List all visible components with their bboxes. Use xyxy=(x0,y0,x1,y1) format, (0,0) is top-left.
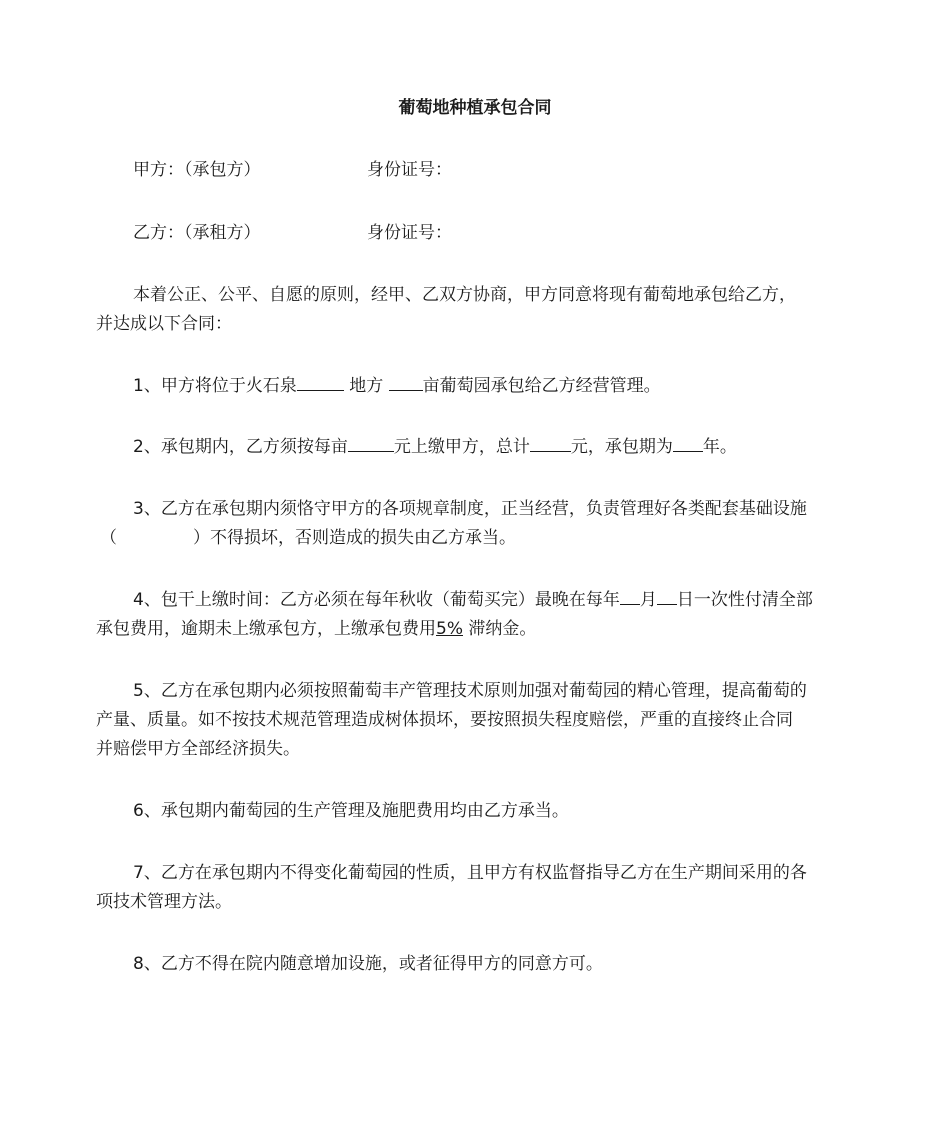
total-fee-blank xyxy=(530,433,571,452)
clause-4-line-2 xyxy=(96,615,536,643)
intro-line-2: 并达成以下合同： xyxy=(96,314,232,334)
clause-6: 6、承包期内葡萄园的生产管理及施肥费用均由乙方承当。 xyxy=(133,801,569,821)
day-blank xyxy=(657,586,677,605)
clause-5-line-1: 5、乙方在承包期内必须按照葡萄丰产管理技术原则加强对葡萄园的精心管理，提高葡萄的 xyxy=(133,681,807,701)
clause-3-line-1: 3、乙方在承包期内须恪守甲方的各项规章制度，正当经营，负责管理好各类配套基础设施 xyxy=(133,499,807,519)
party-a-label: 甲方：（承包方） xyxy=(133,160,261,180)
clause-4-line-1 xyxy=(133,586,813,614)
party-b-label: 乙方：（承租方） xyxy=(133,223,261,243)
clause-1-part-a: 1、甲方将位于火石泉 xyxy=(133,376,297,396)
location-blank xyxy=(297,372,344,391)
term-years-blank xyxy=(673,433,703,452)
intro-line-1: 本着公正、公平、自愿的原则，经甲、乙双方协商，甲方同意将现有葡萄地承包给乙方， xyxy=(133,285,796,305)
late-fee-rate: 5% xyxy=(436,619,463,639)
clause-4-line-2a: 承包费用，逾期未上缴承包方，上缴承包费用 xyxy=(96,619,436,639)
clause-1-part-c: 亩葡萄园承包给乙方经营管理。 xyxy=(422,376,661,396)
clause-2-part-a: 2、承包期内，乙方须按每亩 xyxy=(133,437,348,457)
party-b-id-label: 身份证号： xyxy=(367,223,452,243)
clause-7-line-2: 项技术管理方法。 xyxy=(96,892,232,912)
clause-2-part-b: 元上缴甲方，总计 xyxy=(393,437,530,457)
clause-8: 8、乙方不得在院内随意增加设施，或者征得甲方的同意方可。 xyxy=(133,954,603,974)
clause-4-line-2b: 滞纳金。 xyxy=(462,619,537,639)
clause-2-part-d: 年。 xyxy=(702,437,737,457)
clause-2-part-c: 元，承包期为 xyxy=(570,437,673,457)
clause-1 xyxy=(133,372,661,400)
area-blank xyxy=(389,372,423,391)
clause-3-open-paren: （ xyxy=(100,528,117,548)
document-title: 葡萄地种植承包合同 xyxy=(398,98,552,118)
month-blank xyxy=(620,586,640,605)
per-mu-fee-blank xyxy=(348,433,394,452)
clause-3-line-2 xyxy=(100,524,516,552)
clause-3-line-2-text: ）不得损坏，否则造成的损失由乙方承当。 xyxy=(193,528,516,548)
clause-4-part-a: 4、包干上缴时间：乙方必须在每年秋收（葡萄买完）最晚在每年 xyxy=(133,590,620,610)
clause-5-line-3: 并赔偿甲方全部经济损失。 xyxy=(96,739,300,759)
clause-4-month-unit: 月 xyxy=(639,590,657,610)
clause-1-part-b: 地方 xyxy=(343,376,389,396)
clause-4-part-c: 日一次性付清全部 xyxy=(676,590,813,610)
clause-5-line-2: 产量、质量。如不按技术规范管理造成树体损坏，要按照损失程度赔偿，严重的直接终止合同 xyxy=(96,710,793,730)
clause-2 xyxy=(133,433,737,461)
party-a-id-label: 身份证号： xyxy=(367,160,452,180)
clause-7-line-1: 7、乙方在承包期内不得变化葡萄园的性质，且甲方有权监督指导乙方在生产期间采用的各 xyxy=(133,863,807,883)
